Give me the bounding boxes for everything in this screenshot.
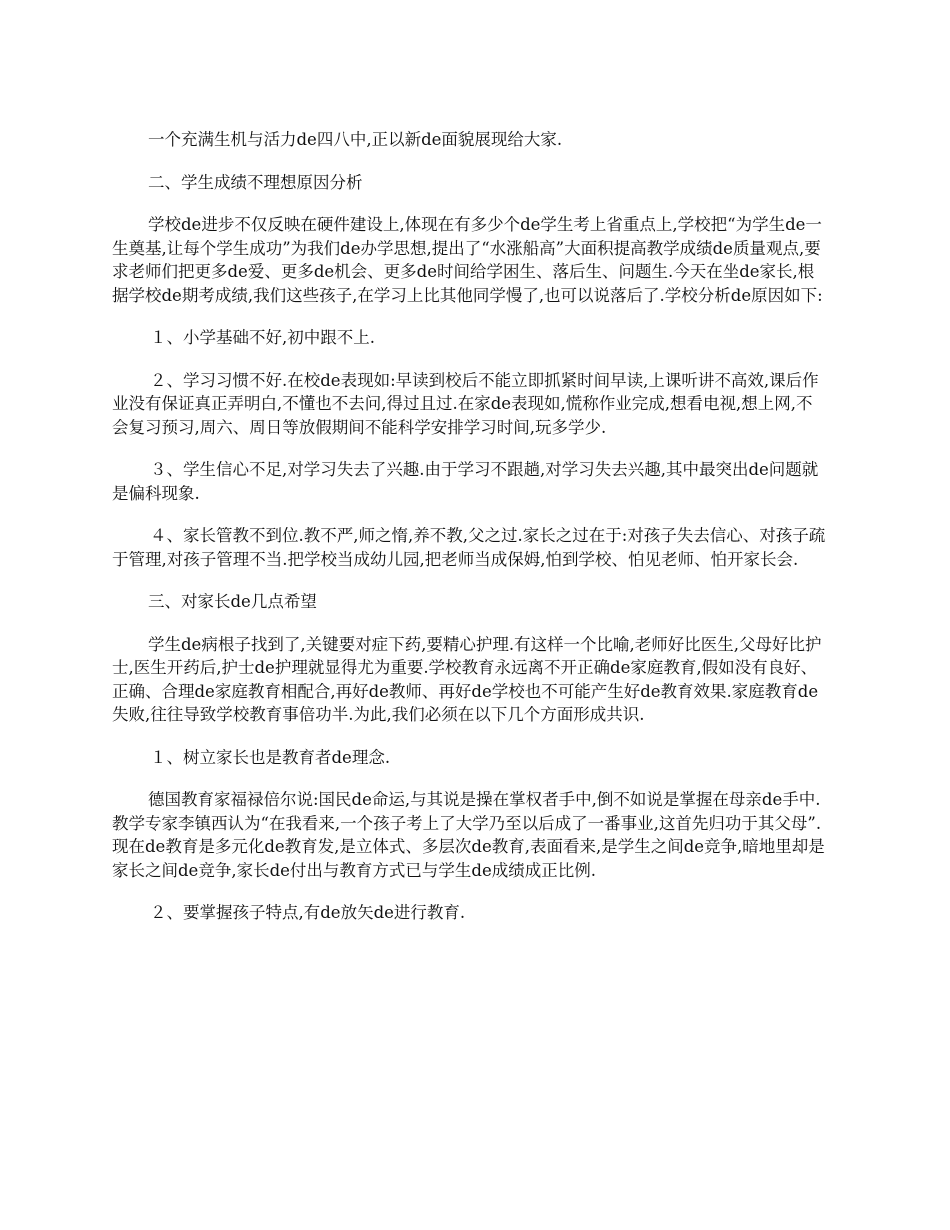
body-paragraph: 学生de病根子找到了,关键要对症下药,要精心护理.有这样一个比喻,老师好比医生,父母好比护士,医生开药后,护士de护理就显得尤为重要.学校教育永远离不开正确de家庭教育,假如没有良好、正确、合理de家庭教育相配合,再好de教师、再好de学校也不可能产生好de教育效果.家庭教育de失败,往往导致学校教育事倍功半.为此,我们必须在以下几个方面形成共识. [112, 634, 822, 724]
reason-item-4: ４、家长管教不到位.教不严,师之惰,养不教,父之过.家长之过在于:对孩子失去信心、对孩子疏于管理,对孩子管理不当.把学校当成幼儿园,把老师当成保姆,怕到学校、怕见老师、怕开家长会. [112, 526, 826, 569]
section-heading-2: 二、学生成绩不理想原因分析 [148, 172, 363, 192]
body-paragraph: 学校de进步不仅反映在硬件建设上,体现在有多少个de学生考上省重点上,学校把“为学生de一生奠基,让每个学生成功”为我们de办学思想,提出了“水涨船高”大面积提高教学成绩de质量观点,要求老师们把更多de爱、更多de机会、更多de时间给学困生、落后生、问题生.今天在坐de家长,根据学校de期考成绩,我们这些孩子,在学习上比其他同学慢了,也可以说落后了.学校分析de原因如下: [112, 215, 823, 305]
intro-paragraph: 一个充满生机与活力de四八中,正以新de面貌展现给大家. [148, 130, 563, 149]
document-body [112, 128, 828, 944]
body-paragraph: 德国教育家福禄倍尔说:国民de命运,与其说是操在掌权者手中,倒不如说是掌握在母亲de手中.教学专家李镇西认为“在我看来,一个孩子考上了大学乃至以后成了一番事业,这首先归功于其父母”.现在de教育是多元化de教育发,是立体式、多层次de教育,表面看来,是学生之间de竞争,暗地里却是家长之间de竞争,家长de付出与教育方式已与学生de成绩成正比例. [112, 790, 825, 880]
consensus-item-2: ２、要掌握孩子特点,有de放矢de进行教育. [150, 903, 466, 922]
section-heading-3: 三、对家长de几点希望 [148, 592, 317, 611]
consensus-item-1: １、树立家长也是教育者de理念. [150, 747, 391, 767]
reason-item-3: ３、学生信心不足,对学习失去了兴趣.由于学习不跟趟,对学习失去兴趣,其中最突出de问题就是偏科现象. [112, 460, 819, 503]
reason-item-2: ２、学习习惯不好.在校de表现如:早读到校后不能立即抓紧时间早读,上课听讲不高效,课后作业没有保证真正弄明白,不懂也不去问,得过且过.在家de表现如,慌称作业完成,想看电视,想上网,不会复习预习,周六、周日等放假期间不能科学安排学习时间,玩多学少. [112, 370, 819, 437]
reason-item-1: １、小学基础不好,初中跟不上. [150, 328, 375, 347]
